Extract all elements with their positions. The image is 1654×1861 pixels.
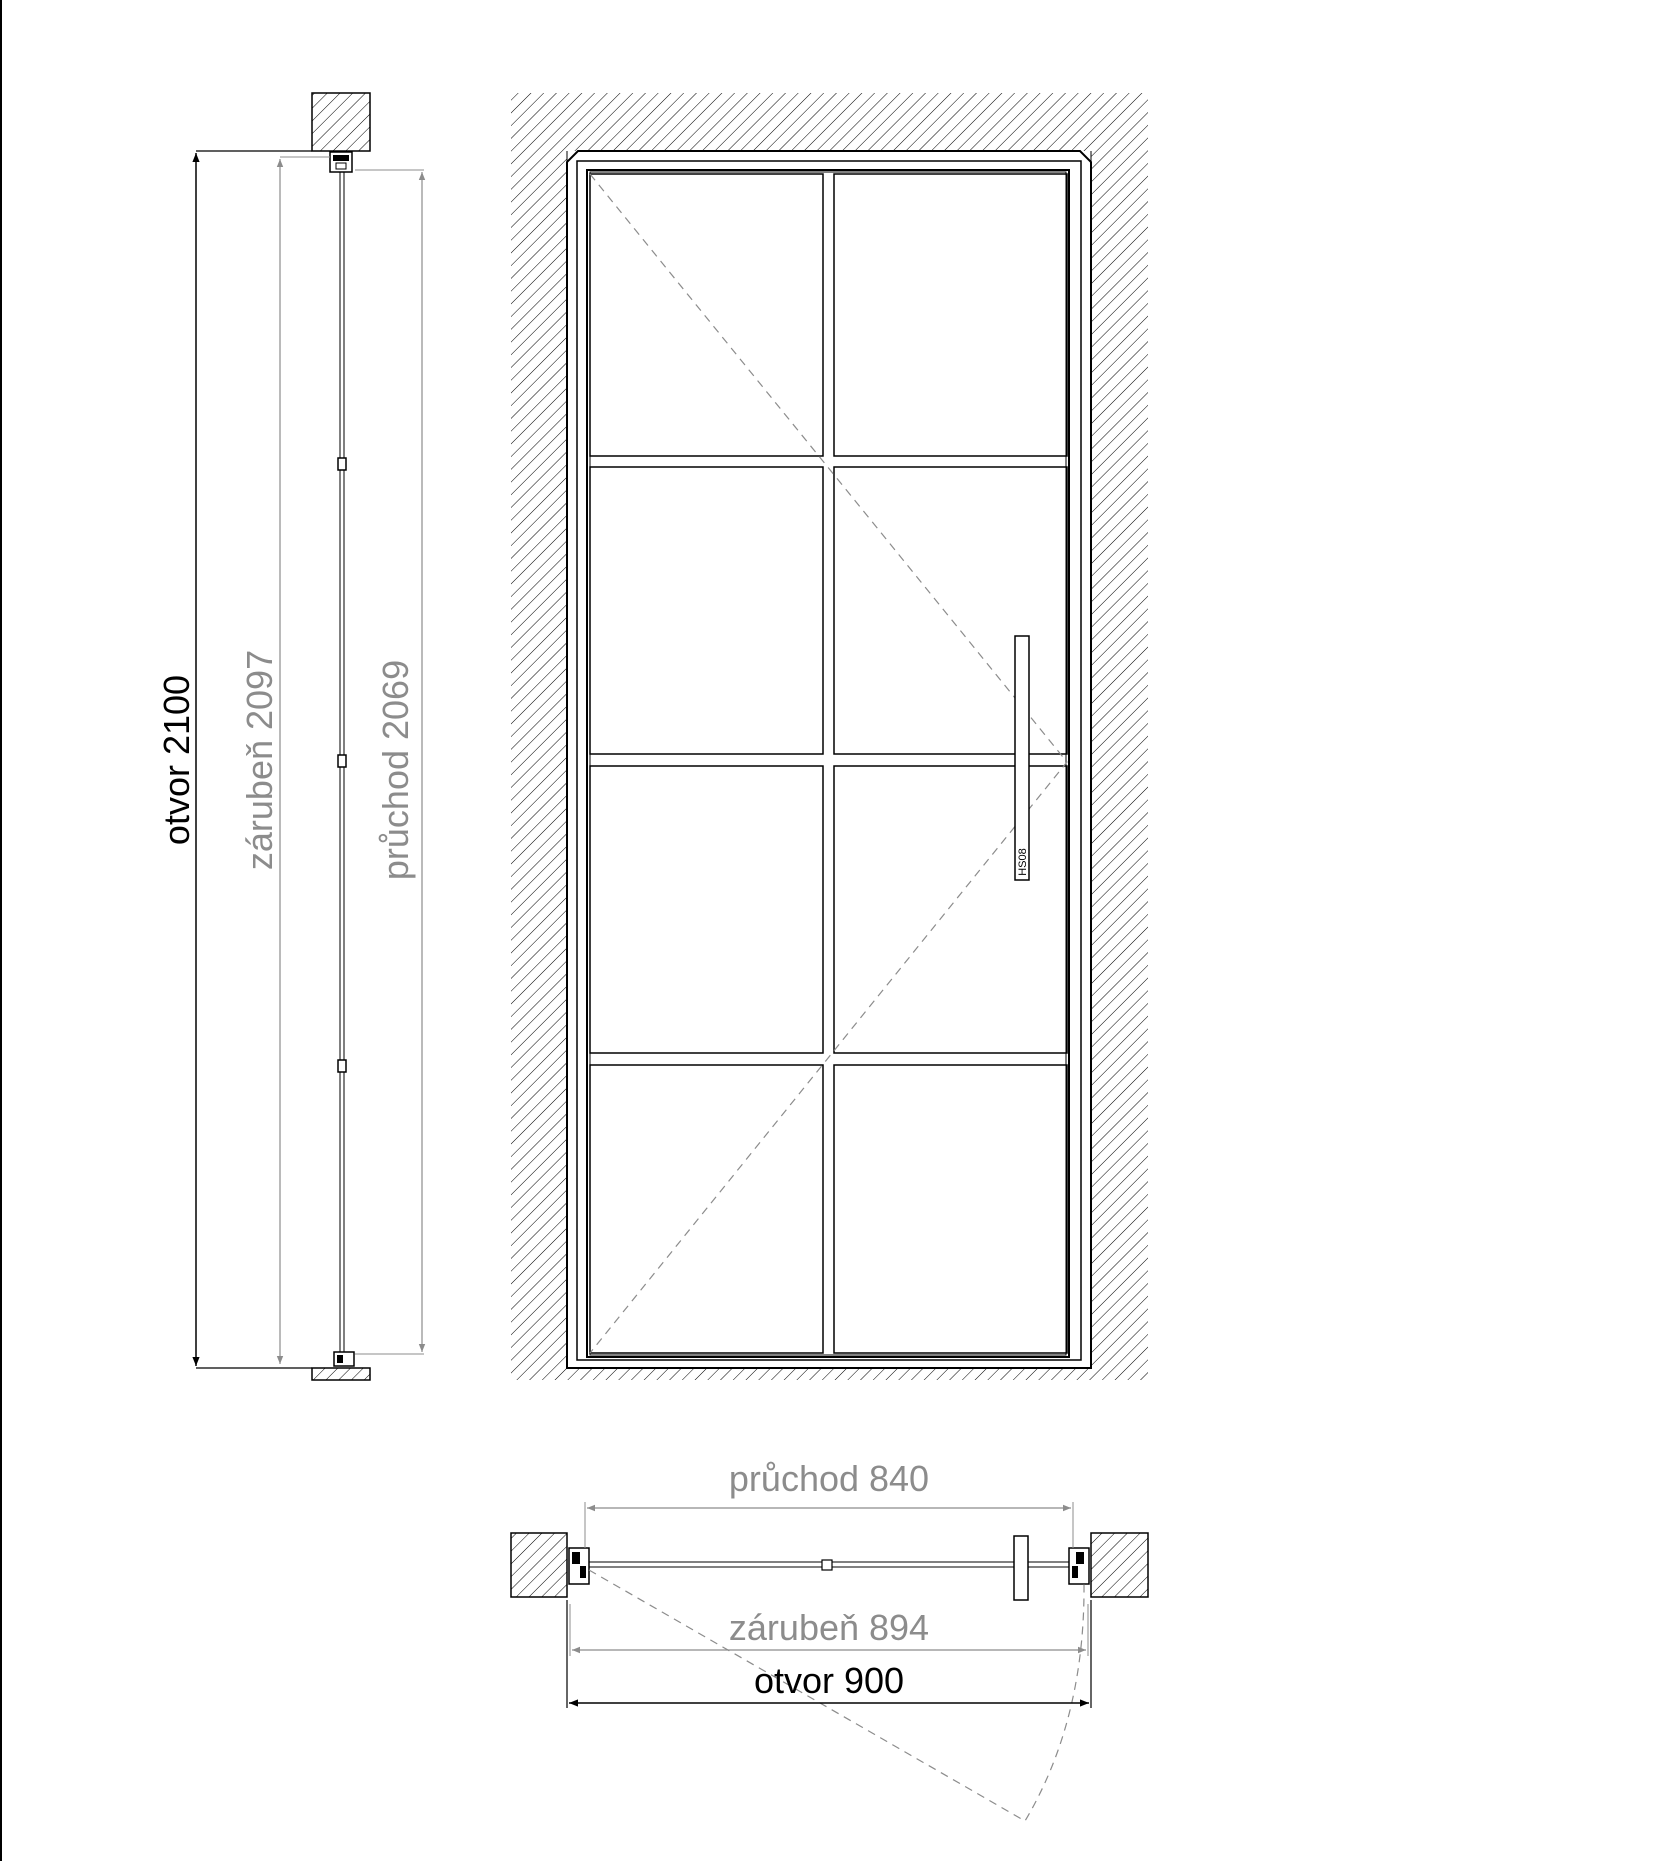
wall-plan-right	[1091, 1533, 1148, 1597]
label-opening-width: otvor 900	[753, 1660, 905, 1701]
handle-code: HS08	[1017, 848, 1029, 876]
handle-plan	[1014, 1536, 1028, 1600]
label-frame-width: zárubeň 894	[728, 1607, 930, 1648]
side-section	[156, 93, 424, 1380]
label-passage-width: průchod 840	[728, 1458, 930, 1499]
hinge-2	[338, 755, 346, 767]
plan-section	[511, 1458, 1148, 1821]
handle-bar	[1015, 636, 1029, 880]
door-frame-outer	[567, 151, 1091, 1368]
wall-section-bottom	[312, 1368, 370, 1380]
hinge-1	[338, 458, 346, 470]
label-frame-height: zárubeň 2097	[239, 649, 280, 871]
wall-section-top	[312, 93, 370, 151]
front-elevation	[511, 93, 1148, 1380]
hinge-3	[338, 1060, 346, 1072]
label-passage-height: průchod 2069	[375, 659, 416, 881]
label-opening-height: otvor 2100	[156, 674, 197, 846]
wall-plan-left	[511, 1533, 567, 1597]
